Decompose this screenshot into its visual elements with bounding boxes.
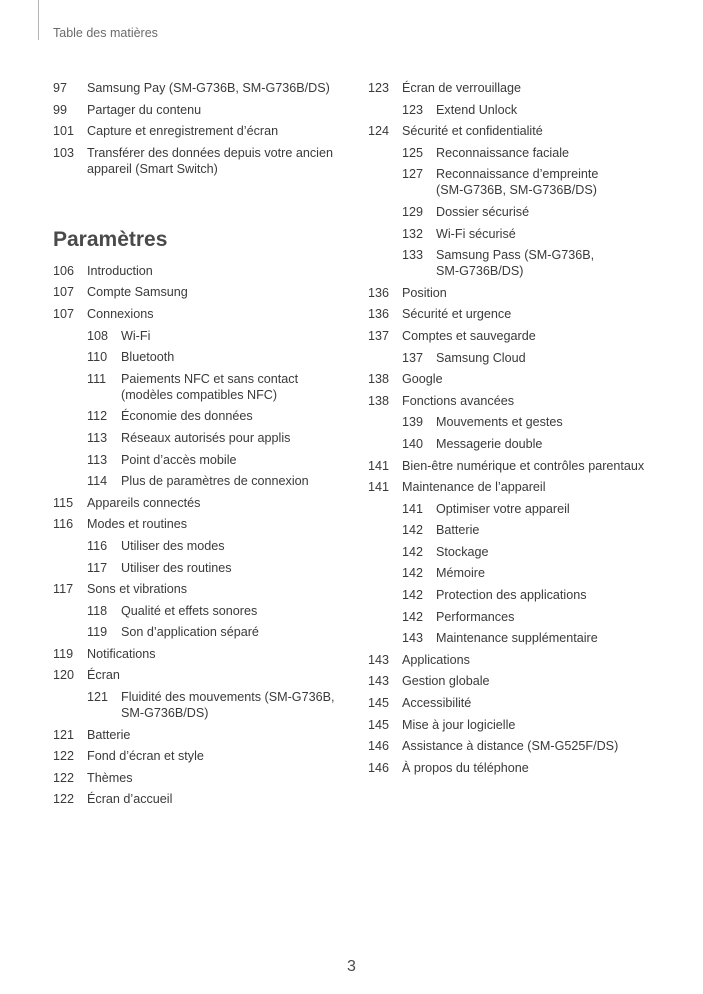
toc-entry[interactable] (53, 145, 353, 177)
toc-entry-text: Fluidité des mouvements (SM-G736B, SM-G736B/DS) (121, 690, 335, 721)
toc-entry[interactable] (368, 760, 688, 776)
toc-entry-text: À propos du téléphone (402, 760, 529, 775)
toc-entry[interactable] (368, 738, 688, 754)
toc-entry[interactable] (368, 717, 688, 733)
toc-entry[interactable] (53, 689, 353, 721)
toc-entry-page: 119 (53, 646, 74, 661)
toc-entry-text: Paiements NFC et sans contact (modèles compatibles NFC) (121, 371, 299, 402)
toc-entry-text: Sons et vibrations (87, 582, 188, 597)
toc-entry-page: 133 (402, 248, 424, 263)
toc-entry-text: Mise à jour logicielle (402, 717, 516, 732)
toc-entry[interactable] (368, 695, 688, 711)
toc-entry-text: Son d’application séparé (121, 625, 259, 640)
toc-entry-page: 142 (402, 523, 424, 538)
toc-entry-text: Compte Samsung (87, 285, 188, 300)
toc-entry-text: Gestion globale (402, 674, 490, 689)
section-title: Paramètres (53, 227, 168, 251)
toc-entry-page: 137 (368, 328, 390, 343)
toc-entry-page: 143 (368, 674, 390, 689)
toc-entry[interactable] (368, 652, 688, 668)
toc-entry-page: 122 (53, 749, 75, 764)
toc-entry[interactable] (368, 501, 688, 517)
toc-entry[interactable] (368, 436, 688, 452)
page-number: 3 (347, 958, 356, 975)
toc-entry-text: Utiliser des routines (121, 560, 232, 575)
toc-entry-text: Notifications (87, 646, 156, 661)
toc-entry[interactable] (53, 516, 353, 532)
toc-entry[interactable] (53, 603, 353, 619)
toc-entry-page: 112 (87, 409, 108, 424)
toc-entry-text: Écran d’accueil (87, 792, 173, 807)
toc-entry-page: 146 (368, 739, 390, 754)
toc-entry[interactable] (53, 495, 353, 511)
toc-entry-text: Applications (402, 652, 470, 667)
toc-entry-page: 140 (402, 436, 424, 451)
toc-entry[interactable] (53, 667, 353, 683)
toc-entry-page: 115 (53, 495, 74, 510)
toc-entry-page: 97 (53, 81, 68, 95)
toc-entry-text: Réseaux autorisés pour applis (121, 430, 291, 445)
toc-entry-text: Samsung Pay (SM-G736B, SM-G736B/DS) (87, 81, 330, 95)
toc-entry[interactable] (53, 328, 353, 344)
toc-entry-text: Connexions (87, 306, 154, 321)
toc-entry[interactable] (53, 581, 353, 597)
toc-entry[interactable] (368, 630, 688, 646)
toc-entry[interactable] (53, 408, 353, 424)
toc-entry[interactable] (53, 538, 353, 554)
toc-entry-text: Écran de verrouillage (402, 81, 522, 95)
toc-entry-page: 124 (368, 124, 390, 139)
toc-entry-page: 143 (368, 652, 390, 667)
toc-entry-page: 121 (87, 690, 109, 705)
toc-entry-text: Comptes et sauvegarde (402, 328, 536, 343)
toc-entry-page: 129 (402, 204, 424, 219)
toc-left-column (53, 80, 353, 813)
toc-entry-page: 142 (402, 588, 424, 603)
toc-entry-text: Optimiser votre appareil (436, 501, 570, 516)
toc-entry[interactable] (53, 80, 353, 96)
toc-entry-text: Utiliser des modes (121, 538, 225, 553)
toc-entry[interactable] (53, 306, 353, 322)
toc-entry-text: Mouvements et gestes (436, 415, 563, 430)
toc-entry[interactable] (53, 624, 353, 640)
toc-entry-text: Stockage (436, 544, 489, 559)
toc-entry[interactable] (368, 371, 688, 387)
toc-entry[interactable] (368, 609, 688, 625)
toc-entry-page: 136 (368, 285, 390, 300)
toc-entry-text: Modes et routines (87, 517, 188, 532)
toc-entry-page: 143 (402, 631, 424, 646)
toc-entry-page: 110 (87, 350, 108, 365)
toc-entry[interactable] (368, 350, 688, 366)
toc-entry[interactable] (368, 166, 688, 198)
toc-list-top (53, 80, 353, 177)
toc-entry-page: 146 (368, 760, 390, 775)
toc-entry[interactable] (368, 285, 688, 301)
toc-entry[interactable] (368, 204, 688, 220)
toc-entry-text: Samsung Cloud (436, 350, 526, 365)
header-title: Table des matières (53, 26, 158, 40)
toc-entry[interactable] (368, 414, 688, 430)
toc-entry[interactable] (53, 430, 353, 446)
toc-entry-text: Batterie (87, 727, 131, 742)
toc-entry[interactable] (53, 727, 353, 743)
toc-entry[interactable] (368, 458, 688, 474)
toc-entry-page: 111 (87, 371, 107, 386)
toc-entry[interactable] (53, 349, 353, 365)
toc-entry-page: 145 (368, 696, 390, 711)
toc-entry-text: Sécurité et urgence (402, 307, 512, 322)
toc-entry-page: 141 (402, 501, 424, 516)
toc-entry[interactable] (368, 479, 688, 495)
toc-entry[interactable] (53, 123, 353, 139)
toc-entry-text: Accessibilité (402, 696, 472, 711)
toc-entry[interactable] (368, 328, 688, 344)
toc-entry-text: Qualité et effets sonores (121, 603, 258, 618)
toc-entry-text: Bien-être numérique et contrôles parentaux (402, 458, 645, 473)
toc-entry-text: Économie des données (121, 409, 253, 424)
toc-entry-page: 114 (87, 474, 108, 489)
toc-entry[interactable] (53, 748, 353, 764)
toc-entry[interactable] (368, 123, 688, 139)
toc-entry-text: Fonctions avancées (402, 393, 515, 408)
toc-entry-page: 123 (368, 81, 390, 95)
toc-entry[interactable] (53, 284, 353, 300)
toc-entry-page: 125 (402, 145, 424, 160)
toc-entry[interactable] (368, 306, 688, 322)
toc-entry[interactable] (53, 560, 353, 576)
toc-entry[interactable] (53, 102, 353, 118)
toc-entry-page: 121 (53, 727, 75, 742)
toc-entry-text: Dossier sécurisé (436, 204, 530, 219)
toc-entry[interactable] (368, 226, 688, 242)
toc-entry-text: Sécurité et confidentialité (402, 124, 543, 139)
toc-entry-text: Appareils connectés (87, 495, 201, 510)
toc-list-parametres (53, 263, 353, 808)
toc-entry-text: Transférer des données depuis votre ancien appareil (Smart Switch) (87, 145, 333, 176)
toc-entry-text: Bluetooth (121, 350, 175, 365)
toc-entry[interactable] (53, 263, 353, 279)
toc-entry[interactable] (368, 102, 688, 118)
toc-entry-text: Samsung Pass (SM-G736B, SM-G736B/DS) (436, 248, 595, 279)
toc-entry[interactable] (53, 473, 353, 489)
toc-entry-page: 108 (87, 328, 109, 343)
toc-entry-text: Thèmes (87, 770, 133, 785)
toc-entry-text: Mémoire (436, 566, 485, 581)
toc-entry-text: Capture et enregistrement d’écran (87, 124, 279, 139)
toc-entry[interactable] (53, 770, 353, 786)
toc-entry-page: 122 (53, 792, 75, 807)
toc-entry-page: 142 (402, 566, 424, 581)
toc-entry-text: Performances (436, 609, 515, 624)
toc-entry-text: Plus de paramètres de connexion (121, 474, 309, 489)
toc-entry-text: Wi-Fi (121, 328, 151, 343)
toc-entry-page: 145 (368, 717, 390, 732)
toc-entry-page: 132 (402, 226, 424, 241)
toc-entry-text: Position (402, 285, 447, 300)
toc-entry-page: 117 (87, 560, 108, 575)
toc-entry[interactable] (53, 371, 353, 403)
toc-entry-text: Maintenance supplémentaire (436, 631, 598, 646)
toc-entry-page: 103 (53, 145, 75, 160)
toc-entry-text: Wi-Fi sécurisé (436, 226, 516, 241)
toc-entry-page: 141 (368, 458, 390, 473)
toc-entry-text: Messagerie double (436, 436, 543, 451)
toc-entry-page: 107 (53, 285, 75, 300)
toc-entry-page: 123 (402, 102, 424, 117)
toc-entry-text: Partager du contenu (87, 102, 202, 117)
toc-entry-page: 138 (368, 372, 390, 387)
toc-entry-page: 127 (402, 167, 424, 182)
toc-entry-page: 142 (402, 609, 424, 624)
toc-entry-page: 142 (402, 544, 424, 559)
toc-entry-page: 116 (87, 538, 108, 553)
toc-entry[interactable] (368, 673, 688, 689)
toc-entry[interactable] (368, 587, 688, 603)
toc-entry[interactable] (368, 145, 688, 161)
toc-entry-text: Point d’accès mobile (121, 452, 237, 467)
toc-entry[interactable] (53, 646, 353, 662)
toc-entry-page: 113 (87, 430, 108, 445)
toc-entry-page: 117 (53, 582, 74, 597)
toc-entry[interactable] (53, 791, 353, 807)
toc-entry-page: 101 (53, 124, 75, 139)
toc-entry[interactable] (368, 544, 688, 560)
toc-entry-page: 113 (87, 452, 108, 467)
toc-entry[interactable] (368, 393, 688, 409)
toc-entry-text: Google (402, 372, 443, 387)
toc-entry-text: Reconnaissance d’empreinte (SM-G736B, SM-G736B/DS) (436, 167, 599, 198)
header-divider (38, 0, 39, 40)
toc-entry-text: Écran (87, 668, 120, 683)
toc-entry-text: Introduction (87, 263, 153, 278)
toc-entry-text: Maintenance de l’appareil (402, 480, 546, 495)
toc-entry-text: Batterie (436, 523, 480, 538)
toc-entry-page: 122 (53, 770, 75, 785)
toc-entry-text: Reconnaissance faciale (436, 145, 570, 160)
toc-entry-page: 106 (53, 263, 75, 278)
toc-entry-page: 120 (53, 668, 75, 683)
toc-entry-page: 107 (53, 306, 75, 321)
toc-entry[interactable] (368, 80, 688, 96)
toc-entry-text: Fond d’écran et style (87, 749, 204, 764)
toc-entry-text: Assistance à distance (SM-G525F/DS) (402, 739, 619, 754)
toc-entry[interactable] (53, 452, 353, 468)
toc-entry-page: 141 (368, 480, 390, 495)
toc-list-right (368, 80, 688, 776)
toc-entry-page: 119 (87, 625, 108, 640)
toc-entry-text: Extend Unlock (436, 102, 518, 117)
toc-entry-page: 138 (368, 393, 390, 408)
toc-entry-page: 136 (368, 307, 390, 322)
toc-entry-page: 116 (53, 517, 74, 532)
toc-right-column (368, 80, 688, 781)
toc-entry[interactable] (368, 522, 688, 538)
toc-entry-text: Protection des applications (436, 588, 587, 603)
toc-entry[interactable] (368, 565, 688, 581)
toc-entry-page: 99 (53, 102, 68, 117)
toc-entry-page: 118 (87, 603, 108, 618)
toc-entry-page: 137 (402, 350, 424, 365)
toc-entry-page: 139 (402, 415, 424, 430)
toc-entry[interactable] (368, 247, 688, 279)
